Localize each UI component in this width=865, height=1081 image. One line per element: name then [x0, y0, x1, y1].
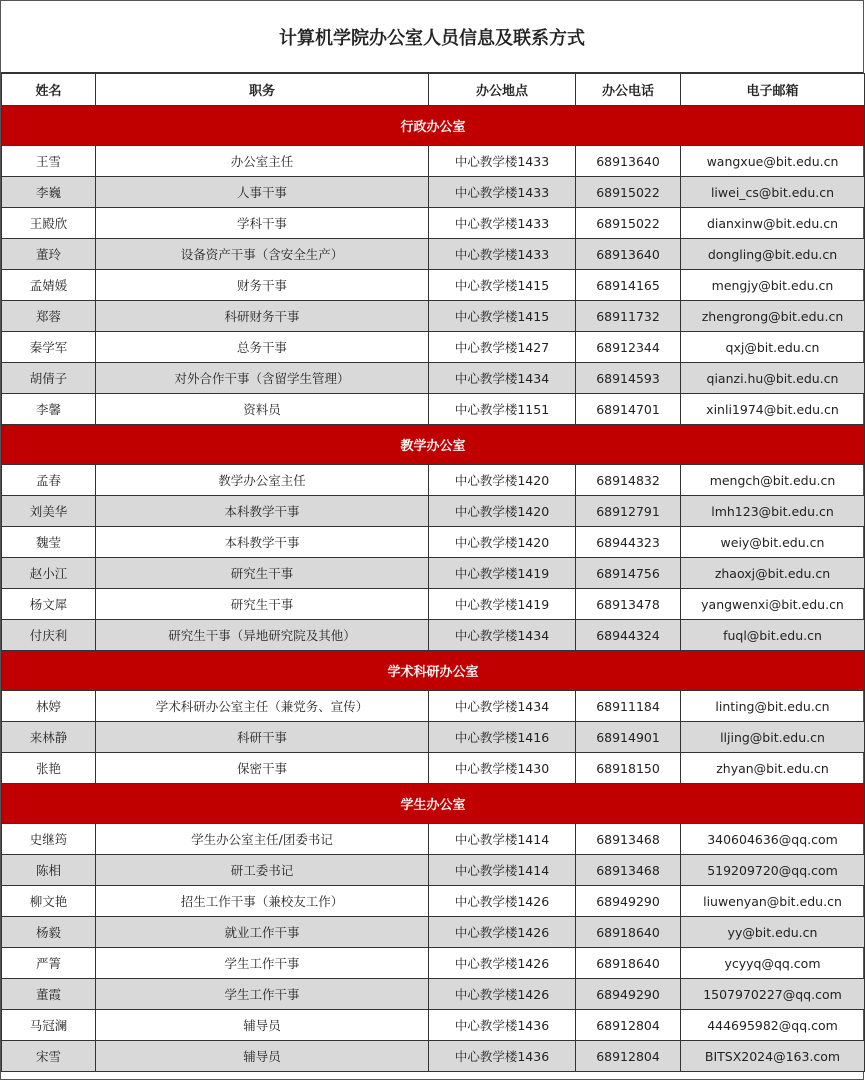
- table-row: [2, 177, 865, 208]
- cell-location: 中心教学楼1415: [429, 301, 576, 332]
- cell-location: 中心教学楼1419: [429, 558, 576, 589]
- cell-position: 办公室主任: [96, 146, 429, 177]
- cell-name: 李巍: [2, 177, 96, 208]
- cell-location: 中心教学楼1414: [429, 855, 576, 886]
- cell-position: 学科干事: [96, 208, 429, 239]
- section-title: 学生办公室: [2, 784, 865, 824]
- cell-email[interactable]: zhengrong@bit.edu.cn: [681, 301, 865, 332]
- cell-phone: 68949290: [576, 979, 681, 1010]
- cell-location: 中心教学楼1426: [429, 948, 576, 979]
- cell-position: 科研财务干事: [96, 301, 429, 332]
- table-row: [2, 589, 865, 620]
- cell-email[interactable]: liwei_cs@bit.edu.cn: [681, 177, 865, 208]
- cell-phone: 68913640: [576, 146, 681, 177]
- cell-name: 王殿欣: [2, 208, 96, 239]
- cell-phone: 68913640: [576, 239, 681, 270]
- table-row: [2, 558, 865, 589]
- table-row: [2, 270, 865, 301]
- cell-phone: 68911732: [576, 301, 681, 332]
- cell-name: 秦学军: [2, 332, 96, 363]
- cell-phone: 68944324: [576, 620, 681, 651]
- cell-name: 史继筠: [2, 824, 96, 855]
- cell-email[interactable]: 340604636@qq.com: [681, 824, 865, 855]
- cell-position: 财务干事: [96, 270, 429, 301]
- cell-location: 中心教学楼1433: [429, 239, 576, 270]
- cell-location: 中心教学楼1434: [429, 691, 576, 722]
- cell-position: 总务干事: [96, 332, 429, 363]
- cell-name: 宋雪: [2, 1041, 96, 1072]
- cell-phone: 68912804: [576, 1041, 681, 1072]
- cell-phone: 68944323: [576, 527, 681, 558]
- cell-email[interactable]: zhyan@bit.edu.cn: [681, 753, 865, 784]
- cell-location: 中心教学楼1415: [429, 270, 576, 301]
- cell-email[interactable]: linting@bit.edu.cn: [681, 691, 865, 722]
- cell-location: 中心教学楼1433: [429, 177, 576, 208]
- cell-position: 对外合作干事（含留学生管理）: [96, 363, 429, 394]
- cell-email[interactable]: mengjy@bit.edu.cn: [681, 270, 865, 301]
- cell-name: 董玲: [2, 239, 96, 270]
- cell-name: 林婷: [2, 691, 96, 722]
- cell-position: 招生工作干事（兼校友工作）: [96, 886, 429, 917]
- cell-location: 中心教学楼1427: [429, 332, 576, 363]
- table-row: [2, 394, 865, 425]
- section-header-row: [2, 651, 865, 691]
- cell-email[interactable]: dianxinw@bit.edu.cn: [681, 208, 865, 239]
- table-row: [2, 332, 865, 363]
- cell-email[interactable]: BITSX2024@163.com: [681, 1041, 865, 1072]
- table-row: [2, 917, 865, 948]
- cell-email[interactable]: yy@bit.edu.cn: [681, 917, 865, 948]
- cell-name: 杨毅: [2, 917, 96, 948]
- table-row: [2, 146, 865, 177]
- cell-name: 李馨: [2, 394, 96, 425]
- header-phone: 办公电话: [576, 74, 681, 106]
- cell-position: 辅导员: [96, 1010, 429, 1041]
- cell-phone: 68913468: [576, 855, 681, 886]
- cell-name: 来林静: [2, 722, 96, 753]
- header-name: 姓名: [2, 74, 96, 106]
- cell-position: 教学办公室主任: [96, 465, 429, 496]
- cell-location: 中心教学楼1430: [429, 753, 576, 784]
- cell-phone: 68915022: [576, 208, 681, 239]
- cell-position: 研究生干事: [96, 558, 429, 589]
- table-row: [2, 301, 865, 332]
- cell-phone: 68912791: [576, 496, 681, 527]
- table-row: [2, 239, 865, 270]
- cell-email[interactable]: 519209720@qq.com: [681, 855, 865, 886]
- table-row: [2, 722, 865, 753]
- contact-table: [1, 73, 865, 1072]
- cell-position: 资料员: [96, 394, 429, 425]
- cell-location: 中心教学楼1434: [429, 363, 576, 394]
- cell-email[interactable]: 444695982@qq.com: [681, 1010, 865, 1041]
- cell-email[interactable]: 1507970227@qq.com: [681, 979, 865, 1010]
- section-title: 教学办公室: [2, 425, 865, 465]
- table-row: [2, 948, 865, 979]
- cell-location: 中心教学楼1420: [429, 465, 576, 496]
- section-title: 学术科研办公室: [2, 651, 865, 691]
- cell-email[interactable]: zhaoxj@bit.edu.cn: [681, 558, 865, 589]
- cell-phone: 68914832: [576, 465, 681, 496]
- header-row: [2, 74, 865, 106]
- table-row: [2, 363, 865, 394]
- table-row: [2, 824, 865, 855]
- cell-position: 研工委书记: [96, 855, 429, 886]
- cell-position: 辅导员: [96, 1041, 429, 1072]
- cell-email[interactable]: qianzi.hu@bit.edu.cn: [681, 363, 865, 394]
- cell-email[interactable]: lljing@bit.edu.cn: [681, 722, 865, 753]
- cell-name: 陈相: [2, 855, 96, 886]
- cell-name: 胡倩子: [2, 363, 96, 394]
- cell-phone: 68918640: [576, 948, 681, 979]
- cell-email[interactable]: xinli1974@bit.edu.cn: [681, 394, 865, 425]
- cell-position: 本科教学干事: [96, 496, 429, 527]
- cell-email[interactable]: mengch@bit.edu.cn: [681, 465, 865, 496]
- cell-phone: 68918150: [576, 753, 681, 784]
- cell-name: 柳文艳: [2, 886, 96, 917]
- cell-location: 中心教学楼1436: [429, 1041, 576, 1072]
- cell-position: 设备资产干事（含安全生产）: [96, 239, 429, 270]
- cell-phone: 68911184: [576, 691, 681, 722]
- section-title: 行政办公室: [2, 106, 865, 146]
- cell-position: 保密干事: [96, 753, 429, 784]
- cell-location: 中心教学楼1433: [429, 146, 576, 177]
- cell-location: 中心教学楼1414: [429, 824, 576, 855]
- header-position: 职务: [96, 74, 429, 106]
- cell-name: 杨文犀: [2, 589, 96, 620]
- cell-location: 中心教学楼1426: [429, 917, 576, 948]
- cell-position: 人事干事: [96, 177, 429, 208]
- cell-email[interactable]: liuwenyan@bit.edu.cn: [681, 886, 865, 917]
- cell-name: 严箐: [2, 948, 96, 979]
- section-header-row: [2, 784, 865, 824]
- table-row: [2, 753, 865, 784]
- cell-location: 中心教学楼1434: [429, 620, 576, 651]
- cell-phone: 68912804: [576, 1010, 681, 1041]
- cell-phone: 68914756: [576, 558, 681, 589]
- cell-position: 科研干事: [96, 722, 429, 753]
- table-row: [2, 1041, 865, 1072]
- cell-name: 王雪: [2, 146, 96, 177]
- table-row: [2, 208, 865, 239]
- cell-name: 张艳: [2, 753, 96, 784]
- cell-phone: 68912344: [576, 332, 681, 363]
- cell-name: 马冠澜: [2, 1010, 96, 1041]
- cell-email[interactable]: ycyyq@qq.com: [681, 948, 865, 979]
- table-row: [2, 620, 865, 651]
- cell-location: 中心教学楼1151: [429, 394, 576, 425]
- cell-position: 学生工作干事: [96, 948, 429, 979]
- cell-email[interactable]: fuql@bit.edu.cn: [681, 620, 865, 651]
- cell-phone: 68949290: [576, 886, 681, 917]
- cell-name: 孟婧媛: [2, 270, 96, 301]
- cell-location: 中心教学楼1426: [429, 886, 576, 917]
- cell-email[interactable]: lmh123@bit.edu.cn: [681, 496, 865, 527]
- cell-location: 中心教学楼1420: [429, 496, 576, 527]
- cell-location: 中心教学楼1433: [429, 208, 576, 239]
- cell-name: 董霞: [2, 979, 96, 1010]
- cell-position: 本科教学干事: [96, 527, 429, 558]
- cell-position: 学术科研办公室主任（兼党务、宣传）: [96, 691, 429, 722]
- cell-location: 中心教学楼1426: [429, 979, 576, 1010]
- cell-email[interactable]: yangwenxi@bit.edu.cn: [681, 589, 865, 620]
- header-email: 电子邮箱: [681, 74, 865, 106]
- cell-email[interactable]: weiy@bit.edu.cn: [681, 527, 865, 558]
- table-row: [2, 465, 865, 496]
- cell-phone: 68915022: [576, 177, 681, 208]
- header-location: 办公地点: [429, 74, 576, 106]
- cell-phone: 68914701: [576, 394, 681, 425]
- cell-phone: 68914165: [576, 270, 681, 301]
- cell-location: 中心教学楼1436: [429, 1010, 576, 1041]
- cell-position: 学生办公室主任/团委书记: [96, 824, 429, 855]
- page-title: 计算机学院办公室人员信息及联系方式: [1, 1, 863, 73]
- cell-email[interactable]: qxj@bit.edu.cn: [681, 332, 865, 363]
- table-row: [2, 527, 865, 558]
- cell-name: 赵小江: [2, 558, 96, 589]
- table-body: [2, 106, 865, 1072]
- cell-location: 中心教学楼1419: [429, 589, 576, 620]
- cell-location: 中心教学楼1420: [429, 527, 576, 558]
- cell-location: 中心教学楼1416: [429, 722, 576, 753]
- table-row: [2, 496, 865, 527]
- cell-phone: 68914901: [576, 722, 681, 753]
- cell-phone: 68914593: [576, 363, 681, 394]
- section-header-row: [2, 425, 865, 465]
- cell-name: 刘美华: [2, 496, 96, 527]
- cell-position: 研究生干事（异地研究院及其他）: [96, 620, 429, 651]
- cell-email[interactable]: wangxue@bit.edu.cn: [681, 146, 865, 177]
- table-row: [2, 979, 865, 1010]
- table-row: [2, 886, 865, 917]
- table-row: [2, 855, 865, 886]
- cell-position: 学生工作干事: [96, 979, 429, 1010]
- cell-phone: 68913468: [576, 824, 681, 855]
- cell-name: 孟春: [2, 465, 96, 496]
- section-header-row: [2, 106, 865, 146]
- cell-position: 研究生干事: [96, 589, 429, 620]
- cell-position: 就业工作干事: [96, 917, 429, 948]
- table-row: [2, 691, 865, 722]
- cell-email[interactable]: dongling@bit.edu.cn: [681, 239, 865, 270]
- cell-name: 付庆利: [2, 620, 96, 651]
- table-row: [2, 1010, 865, 1041]
- cell-name: 魏莹: [2, 527, 96, 558]
- cell-phone: 68913478: [576, 589, 681, 620]
- cell-phone: 68918640: [576, 917, 681, 948]
- cell-name: 郑蓉: [2, 301, 96, 332]
